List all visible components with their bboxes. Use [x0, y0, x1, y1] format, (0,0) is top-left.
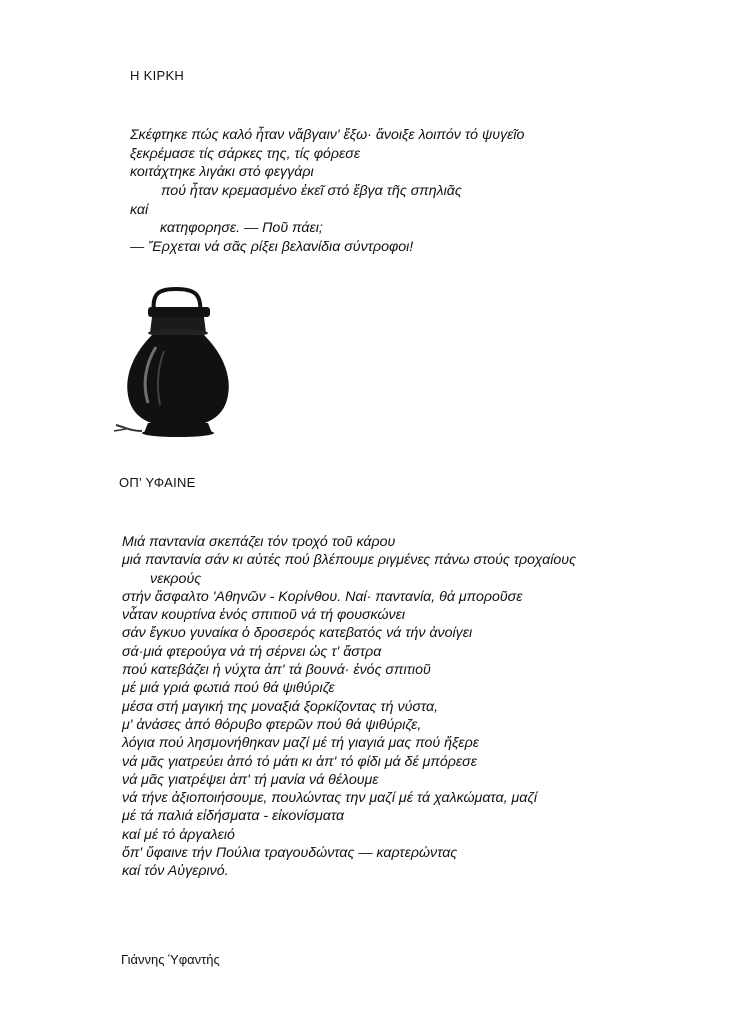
poem-line: κοιτάχτηκε λιγάκι στό φεγγάρι	[130, 164, 314, 181]
poem-line: μέ τά παλιά εἰδήσματα - εἰκονίσματα	[122, 808, 345, 825]
poem-line: νά μᾶς γιατρεύει ἀπό τό μάτι κι ἀπ' τό φίδι μά δέ μπόρεσε	[122, 753, 477, 770]
poem-title-op-yfaine: ΟΠ' ΥΦΑΙΝΕ	[119, 475, 196, 490]
poem-line: μέσα στή μαγική της μοναξιά ξορκίζοντας τή νύστα,	[122, 698, 439, 715]
jar-icon	[112, 285, 242, 440]
poem-kirki	[130, 126, 524, 257]
poem-op-yfaine	[122, 533, 576, 881]
poem-title-kirki: Η ΚΙΡΚΗ	[130, 68, 185, 83]
poem-line: καί μέ τό ἀργαλειό	[122, 826, 235, 843]
poem-line: Σκέφτηκε πώς καλό ἦταν νἄβγαιν' ἔξω· ἄνοιξε λοιπόν τό ψυγεῖο	[130, 127, 525, 143]
poem-line: νά τήνε ἀξιοποιήσουμε, πουλώντας την μαζί μέ τά χαλκώματα, μαζί	[122, 790, 538, 807]
poem-line: στήν ἄσφαλτο 'Αθηνῶν - Κορίνθου. Ναί· παντανία, θά μποροῦσε	[122, 588, 523, 605]
poem-line: σά·μιά φτερούγα νά τή σέρνει ὡς τ' ἄστρα	[122, 643, 382, 660]
poem-line: μέ μιά γριά φωτιά πού θά ψιθύριζε	[122, 680, 335, 697]
poem-line: σάν ἔγκυο γυναίκα ὁ δροσερός κατεβατός νά τήν ἀνοίγει	[122, 625, 473, 642]
poem-line: νεκρούς	[150, 570, 202, 587]
poem-line: καί τόν Αὐγερινό.	[122, 863, 229, 880]
poem-line: ξεκρέμασε τίς σάρκες της, τίς φόρεσε	[130, 145, 361, 162]
poem-line: νἆταν κουρτίνα ἑνός σπιτιοῦ νά τή φουσκώνει	[122, 607, 405, 624]
poem-line: πού ἦταν κρεμασμένο ἐκεῖ στό ἔβγα τῆς σπηλιᾶς	[161, 183, 462, 200]
poem-line: λόγια πού λησμονήθηκαν μαζί μέ τή γιαγιά μας πού ἤξερε	[122, 735, 479, 752]
poem-line: καί	[130, 201, 149, 218]
poem-line: κατηφορησε. — Ποῦ πάει;	[160, 220, 323, 237]
poem-line: μιά παντανία σάν κι αὐτές πού βλέπουμε ριγμένες πάνω στούς τροχαίους	[122, 552, 576, 569]
poem-line: — Ἔρχεται νά σᾶς ρίξει βελανίδια σύντροφοι!	[130, 239, 414, 256]
poem-line: μ' ἀνάσες ἀπό θόρυβο φτερῶν πού θά ψιθύριζε,	[122, 716, 422, 733]
poem-line: πού κατεβάζει ἡ νύχτα ἀπ' τά βουνά· ἑνός σπιτιοῦ	[122, 662, 431, 679]
poem-line: ὅπ' ὕφαινε τήν Πούλια τραγουδώντας — καρτερώντας	[122, 845, 458, 862]
author-name: Γιάννης Ὑφαντής	[121, 952, 220, 967]
poem-line: νά μᾶς γιατρέψει ἀπ' τή μανία νά θέλουμε	[122, 771, 379, 788]
poem-line: Μιά παντανία σκεπάζει τόν τροχό τοῦ κάρου	[122, 534, 396, 550]
